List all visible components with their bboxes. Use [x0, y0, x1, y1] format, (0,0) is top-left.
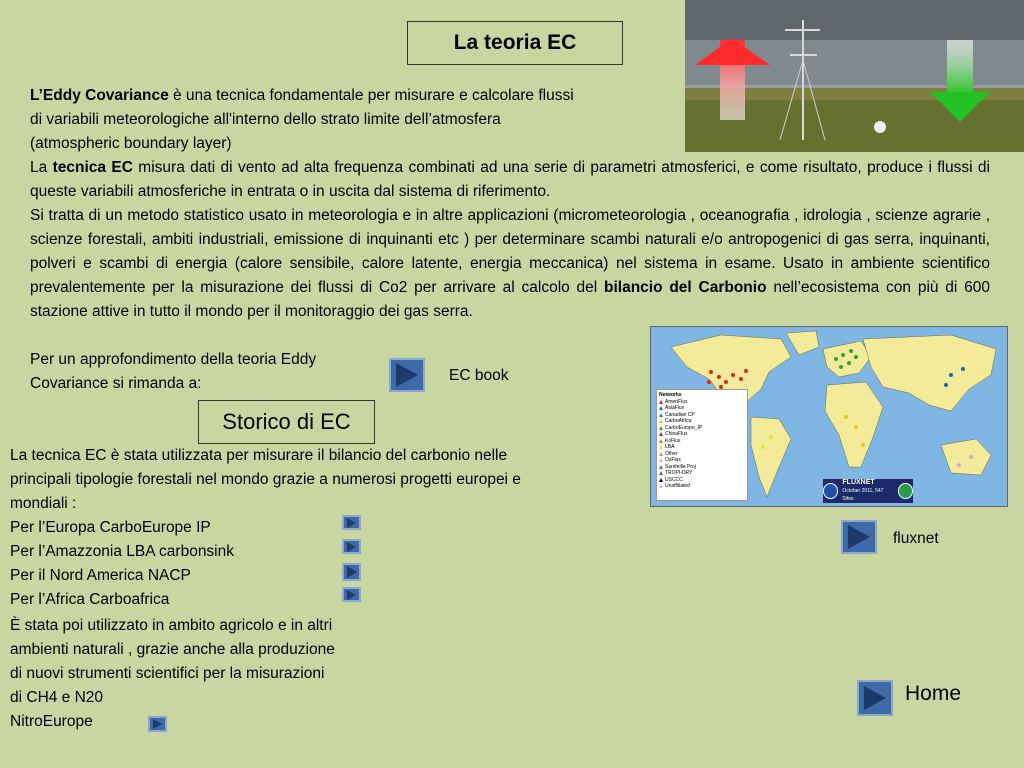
legend-label: USCCC [665, 476, 683, 483]
triangle-marker-icon [659, 432, 663, 436]
triangle-marker-icon [659, 426, 663, 430]
fluxnet-button[interactable] [841, 520, 877, 554]
legend-label: Unaffiliated [665, 483, 690, 489]
triangle-marker-icon [659, 419, 663, 423]
storico-title-text: Storico di EC [222, 409, 351, 434]
carboeurope-link-button[interactable] [342, 515, 361, 530]
storico-line-3: mondiali : [10, 495, 77, 512]
intro-paragraph-1 [30, 84, 670, 156]
fluxnet-badge [823, 479, 913, 503]
p3-pre: Si tratta di un metodo statistico usato in meteorologia e in altre applicazioni (micrometeorologia , oceanografia , idrologia , scienze agrarie , scienze forestali, ambiti industriali, emissione di inquinanti etc ) per determinare scambi naturali e/o antropogenici di gas serra, inquinanti, polveri e scambi di energia (calore sensibile, calore latente, energia meccanica) nel sistema in esame. Usato in ambiente scientifico prevalentemente per la misurazione dei flussi di Co2 per arrivare al calcolo del [30, 207, 990, 296]
play-arrow-icon [347, 566, 357, 578]
legend-label: LBA [665, 444, 675, 450]
p3-post: nell’ecosistema con più di 600 stazione attive in tutto il mondo per il monitoraggio dei gas serra. [30, 279, 990, 320]
storico-intro [10, 444, 640, 516]
fluxnet-label[interactable]: fluxnet [893, 530, 939, 547]
project-list [10, 516, 330, 612]
intro-line-3: (atmospheric boundary layer) [30, 135, 232, 152]
eddy-covariance-bold: L’Eddy Covariance [30, 87, 169, 104]
page-title [407, 21, 623, 65]
triangle-marker-icon [659, 445, 663, 449]
p4-line-2: Covariance si rimanda a: [30, 375, 202, 392]
intro-line-1: è una tecnica fondamentale per misurare e calcolare flussi [168, 87, 574, 104]
fluxnet-logo-icon [898, 483, 913, 499]
badge-title: FLUXNET [842, 479, 875, 486]
intro-paragraph-3 [30, 204, 990, 324]
more-line-1: È stata poi utilizzato in ambito agricolo e in altri [10, 617, 333, 634]
nasa-logo-icon [823, 483, 838, 499]
project-nacp: Per il Nord America NACP [10, 567, 191, 584]
legend-label: CarboAfrica [665, 418, 692, 424]
triangle-marker-icon [659, 452, 663, 456]
home-label[interactable]: Home [905, 682, 962, 705]
storico-more [10, 614, 400, 734]
storico-line-2: principali tipologie forestali nel mondo grazie a numerosi progetti europei e [10, 471, 521, 488]
legend-title: Networks [659, 392, 682, 398]
p2-pre: La [30, 159, 53, 176]
legend-label: AmeriFlux [665, 398, 688, 405]
photo-illustration [685, 0, 1024, 152]
map-legend [656, 389, 748, 501]
triangle-marker-icon [659, 406, 663, 410]
triangle-marker-icon [659, 471, 663, 475]
storico-line-1: La tecnica EC è stata utilizzata per misurare il bilancio del carbonio nelle [10, 447, 508, 464]
triangle-marker-icon [659, 478, 663, 482]
more-line-3: di nuovi strumenti scientifici per la misurazioni [10, 665, 325, 682]
badge-subtitle: October 2011, 547 Sites [842, 488, 884, 502]
intro-line-2: di variabili meteorologiche all'interno dello strato limite dell’atmosfera [30, 111, 501, 128]
legend-label: KoFlux [665, 437, 681, 444]
ec-book-button[interactable] [389, 358, 425, 392]
lba-link-button[interactable] [342, 539, 361, 554]
triangle-marker-icon [659, 458, 663, 462]
triangle-marker-icon [659, 413, 663, 417]
nacp-link-button[interactable] [342, 563, 361, 581]
p4-line-1: Per un approfondimento della teoria Eddy [30, 351, 317, 368]
legend-label: CarboEurope_IP [665, 424, 703, 431]
play-arrow-icon [864, 686, 886, 710]
triangle-marker-icon [659, 400, 663, 404]
legend-label: Canadian CP [665, 411, 695, 418]
play-arrow-icon [347, 590, 356, 600]
intro-paragraph-4 [30, 348, 390, 396]
legend-label: AsiaFlux [665, 405, 685, 411]
project-carboeurope: Per l’Europa CarboEurope IP [10, 519, 211, 536]
project-carboafrica: Per l’Africa Carboafrica [10, 591, 170, 608]
triangle-marker-icon [659, 465, 663, 469]
storico-title [198, 400, 375, 444]
intro-paragraph-2 [30, 156, 990, 204]
legend-label: Sardinilla Proj [665, 463, 696, 470]
play-arrow-icon [347, 518, 356, 528]
play-arrow-icon [396, 363, 418, 387]
tecnica-ec-bold: tecnica EC [52, 159, 133, 176]
legend-label: OzFlux [665, 457, 681, 463]
ec-book-label[interactable]: EC book [449, 367, 509, 384]
project-lba: Per l’Amazzonia LBA carbonsink [10, 543, 235, 560]
more-line-2: ambienti naturali , grazie anche alla produzione [10, 641, 335, 658]
legend-item [659, 483, 745, 490]
page-title-text: La teoria EC [453, 31, 577, 54]
triangle-marker-icon [659, 484, 663, 488]
play-arrow-icon [347, 542, 356, 552]
nitroeurope-link-button[interactable] [148, 716, 167, 732]
legend-label: Other [665, 450, 678, 457]
carboafrica-link-button[interactable] [342, 587, 361, 602]
home-button[interactable] [857, 680, 893, 716]
legend-label: TROPI-DRY [665, 470, 693, 476]
eddy-tower-photo [685, 0, 1024, 152]
play-arrow-icon [848, 525, 870, 549]
fluxnet-map [650, 326, 1008, 507]
more-line-4: di CH4 e N20 [10, 689, 104, 706]
legend-label: ChinaFlux [665, 431, 688, 437]
down-arrow-icon [947, 40, 973, 95]
more-line-nitroeurope: NitroEurope [10, 713, 93, 730]
triangle-marker-icon [659, 439, 663, 443]
play-arrow-icon [153, 719, 162, 729]
p2-post: misura dati di vento ad alta frequenza combinati ad una serie di parametri atmosferici, e come risultato, produce i flussi di queste variabili atmosferiche in entrata o in uscita dal sistema di riferimento. [30, 159, 990, 200]
bilancio-carbonio-bold: bilancio del Carbonio [604, 279, 767, 296]
